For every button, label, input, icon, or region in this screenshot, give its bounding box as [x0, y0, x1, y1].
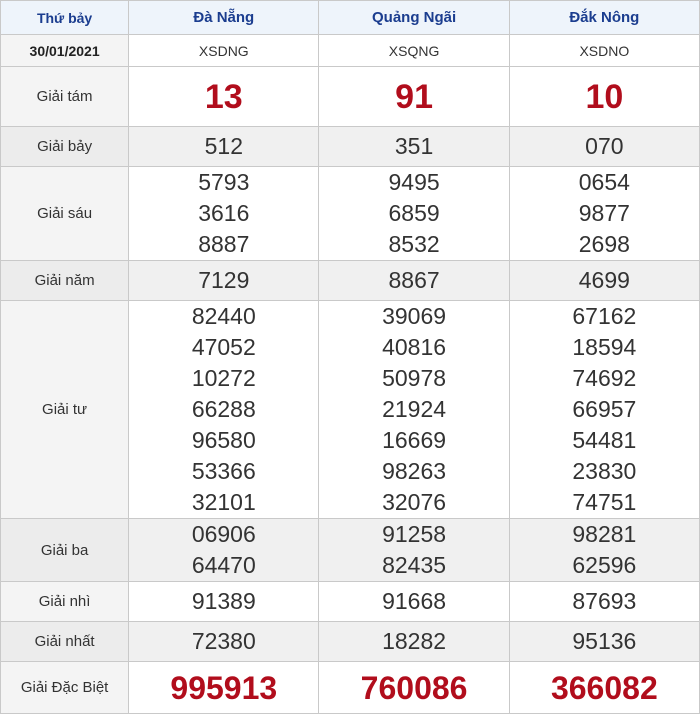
prize-6-value-0-2: 8887: [198, 231, 250, 257]
header-day: Thứ bảy: [1, 1, 129, 35]
prize-3-cell-0: [129, 519, 319, 582]
prize-label-special: Giải Đặc Biệt: [1, 662, 129, 714]
prize-3-cell-2: [509, 519, 699, 582]
prize-5-value-0: 7129: [129, 261, 319, 301]
province-code-1: XSQNG: [319, 35, 509, 67]
prize-3-value-1-0: 91258: [382, 521, 447, 547]
prize-label-1: Giải nhất: [1, 622, 129, 662]
prize-4-value-2-5: 23830: [572, 458, 637, 484]
prize-4-value-2-6: 74751: [572, 489, 637, 515]
table-row-prize-special: [1, 662, 700, 714]
prize-4-cell-0: [129, 301, 319, 519]
prize-4-value-0-4: 96580: [191, 427, 256, 453]
prize-7-value-2: 070: [509, 127, 699, 167]
prize-label-4: Giải tư: [1, 301, 129, 519]
prize-5-value-1: 8867: [319, 261, 509, 301]
prize-4-value-2-3: 66957: [572, 396, 637, 422]
prize-2-value-2: 87693: [509, 582, 699, 622]
prize-label-6: Giải sáu: [1, 167, 129, 261]
prize-4-value-0-6: 32101: [191, 489, 256, 515]
prize-3-value-2-0: 98281: [572, 521, 637, 547]
prize-8-value-0: 13: [129, 67, 319, 127]
prize-label-8: Giải tám: [1, 67, 129, 127]
prize-4-value-1-6: 32076: [382, 489, 447, 515]
table-row-prize-2: [1, 582, 700, 622]
table-header-row: [1, 1, 700, 35]
prize-6-value-2-0: 0654: [578, 169, 630, 195]
prize-3-value-2-1: 62596: [572, 552, 637, 578]
prize-3-value-0-1: 64470: [191, 552, 256, 578]
prize-6-value-1-1: 6859: [388, 200, 440, 226]
prize-4-cell-2: [509, 301, 699, 519]
prize-2-value-1: 91668: [319, 582, 509, 622]
prize-1-value-1: 18282: [319, 622, 509, 662]
table-row-prize-3: [1, 519, 700, 582]
prize-4-value-1-1: 40816: [382, 334, 447, 360]
header-province-1: Quảng Ngãi: [319, 1, 509, 35]
prize-4-value-0-1: 47052: [191, 334, 256, 360]
prize-4-value-2-2: 74692: [572, 365, 637, 391]
header-province-2: Đắk Nông: [509, 1, 699, 35]
prize-6-cell-1: [319, 167, 509, 261]
table-code-row: [1, 35, 700, 67]
prize-4-value-1-3: 21924: [382, 396, 447, 422]
prize-4-value-0-3: 66288: [191, 396, 256, 422]
prize-4-cell-1: [319, 301, 509, 519]
prize-1-value-0: 72380: [129, 622, 319, 662]
prize-label-7: Giải bảy: [1, 127, 129, 167]
table-row-prize-6: [1, 167, 700, 261]
prize-special-value-2: 366082: [509, 662, 699, 714]
prize-6-cell-0: [129, 167, 319, 261]
prize-6-value-0-0: 5793: [198, 169, 250, 195]
prize-1-value-2: 95136: [509, 622, 699, 662]
prize-4-value-2-0: 67162: [572, 303, 637, 329]
prize-7-value-1: 351: [319, 127, 509, 167]
prize-special-value-1: 760086: [319, 662, 509, 714]
prize-4-value-0-2: 10272: [191, 365, 256, 391]
prize-special-value-0: 995913: [129, 662, 319, 714]
prize-label-2: Giải nhì: [1, 582, 129, 622]
prize-4-value-0-0: 82440: [191, 303, 256, 329]
prize-6-value-0-1: 3616: [198, 200, 250, 226]
prize-3-cell-1: [319, 519, 509, 582]
prize-4-value-1-5: 98263: [382, 458, 447, 484]
prize-8-value-2: 10: [509, 67, 699, 127]
header-province-0: Đà Nẵng: [129, 1, 319, 35]
prize-4-value-0-5: 53366: [191, 458, 256, 484]
table-row-prize-8: [1, 67, 700, 127]
table-row-prize-5: [1, 261, 700, 301]
draw-date: 30/01/2021: [1, 35, 129, 67]
prize-6-value-2-2: 2698: [578, 231, 630, 257]
prize-6-value-1-2: 8532: [388, 231, 440, 257]
prize-4-value-1-2: 50978: [382, 365, 447, 391]
table-row-prize-4: [1, 301, 700, 519]
prize-6-value-2-1: 9877: [578, 200, 630, 226]
prize-2-value-0: 91389: [129, 582, 319, 622]
province-code-2: XSDNO: [509, 35, 699, 67]
province-code-0: XSDNG: [129, 35, 319, 67]
table-row-prize-7: [1, 127, 700, 167]
prize-4-value-2-4: 54481: [572, 427, 637, 453]
prize-7-value-0: 512: [129, 127, 319, 167]
prize-label-3: Giải ba: [1, 519, 129, 582]
prize-4-value-2-1: 18594: [572, 334, 637, 360]
prize-5-value-2: 4699: [509, 261, 699, 301]
prize-4-value-1-4: 16669: [382, 427, 447, 453]
prize-4-value-1-0: 39069: [382, 303, 447, 329]
prize-8-value-1: 91: [319, 67, 509, 127]
prize-3-value-1-1: 82435: [382, 552, 447, 578]
prize-6-cell-2: [509, 167, 699, 261]
prize-label-5: Giải năm: [1, 261, 129, 301]
table-row-prize-1: [1, 622, 700, 662]
prize-3-value-0-0: 06906: [191, 521, 256, 547]
prize-6-value-1-0: 9495: [388, 169, 440, 195]
